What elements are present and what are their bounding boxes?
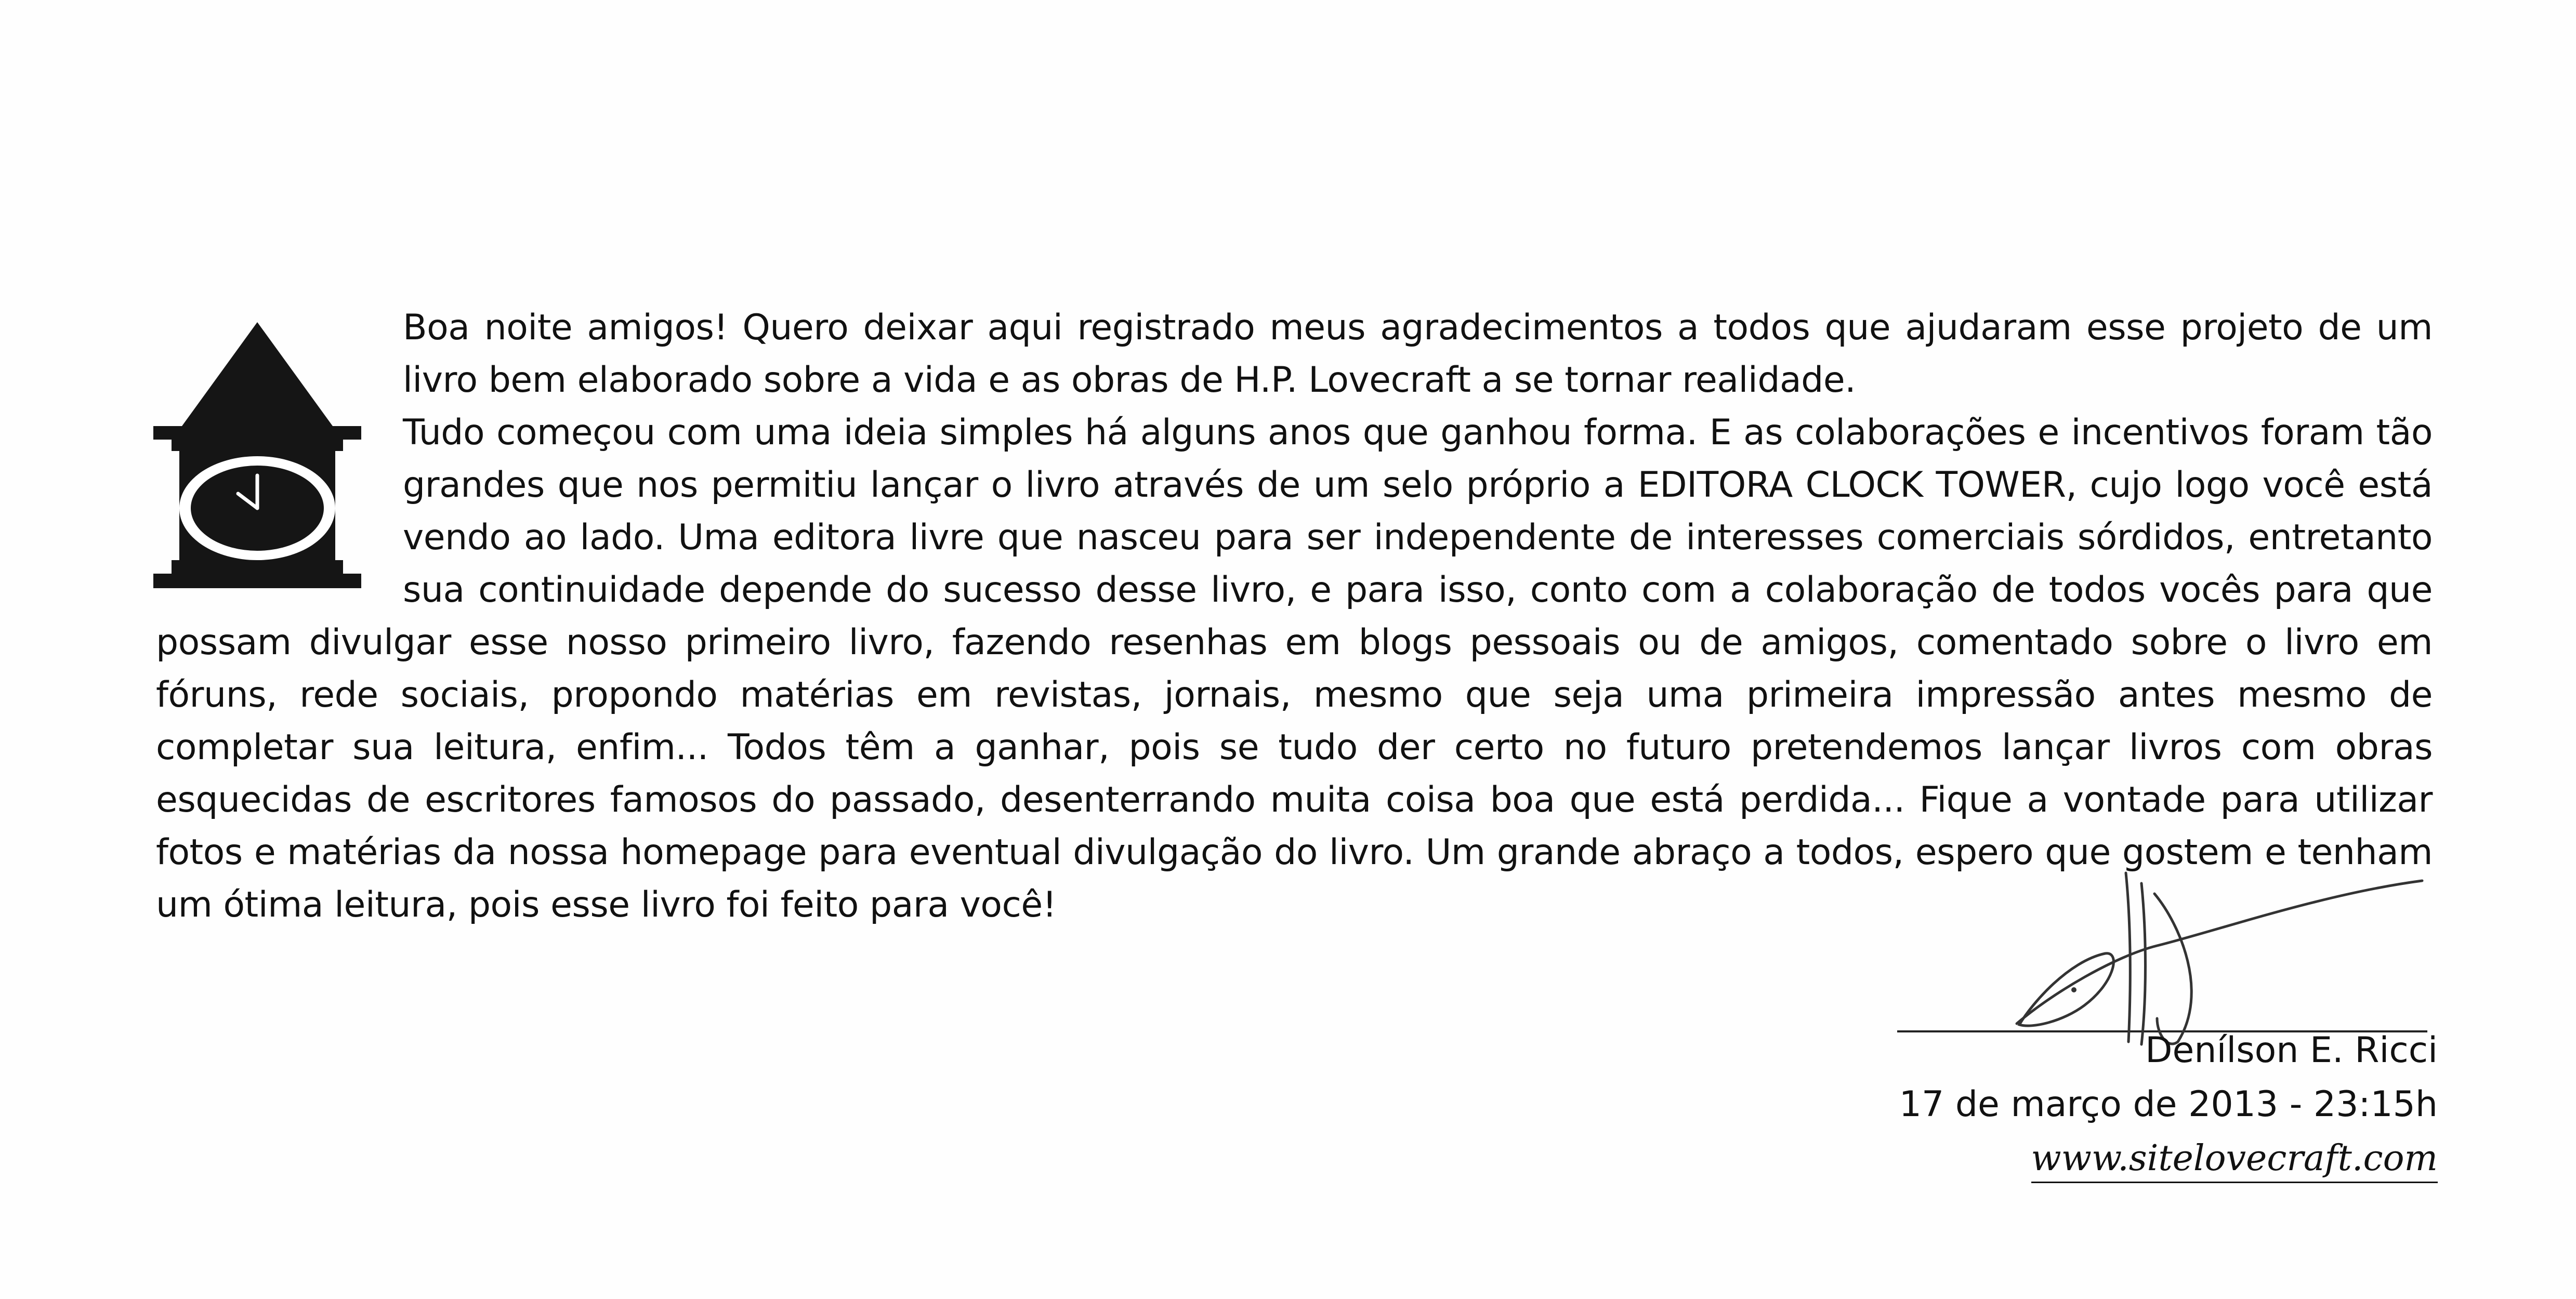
signature-date: 17 de março de 2013 - 23:15h <box>1899 1084 2438 1125</box>
signature-area <box>1897 863 2438 1179</box>
website-link[interactable]: www.sitelovecraft.com <box>2031 1138 2438 1183</box>
signer-name: Denílson E. Ricci <box>2145 1030 2438 1071</box>
logo-spacer <box>156 301 403 613</box>
letter-paragraph-1: Boa noite amigos! Quero deixar aqui registrado meus agradecimentos a todos que ajudaram esse projeto de um livro bem elaborado sobre a vida e as obras de H.P. Lovecraft a se tornar realidade. <box>403 307 2433 401</box>
signature-block <box>1899 1024 2438 1186</box>
letter-body <box>156 301 2433 931</box>
letter-paragraph-2: Tudo começou com uma ideia simples há alguns anos que ganhou forma. E as colaborações e incentivos foram tão grandes que nos permitiu lançar o livro através de um selo próprio a EDITORA CLOCK TOWER, cujo logo você está vendo ao lado. Uma editora livre que nasceu para ser independente de interesses comerciais sórdidos, entretanto sua continuidade depende do sucesso desse livro, e para isso, conto com a colaboração de todos vocês para que possam divulgar esse nosso primeiro livro, fazendo resenhas em blogs pessoais ou de amigos, comentado sobre o livro em fóruns, rede sociais, propondo matérias em revistas, jornais, mesmo que seja uma primeira impressão antes mesmo de completar sua leitura, enfim... Todos têm a ganhar, pois se tudo der certo no futuro pretendemos lançar livros com obras esquecidas de escritores famosos do passado, desenterrando muita coisa boa que está perdida... Fique a vontade para utilizar fotos e matérias da nossa homepage para eventual divulgação do livro. Um grande abraço a todos, espero que gostem e tenham um ótima leitura, pois esse livro foi feito para você! <box>156 412 2433 925</box>
handwritten-signature <box>1897 863 2438 1050</box>
